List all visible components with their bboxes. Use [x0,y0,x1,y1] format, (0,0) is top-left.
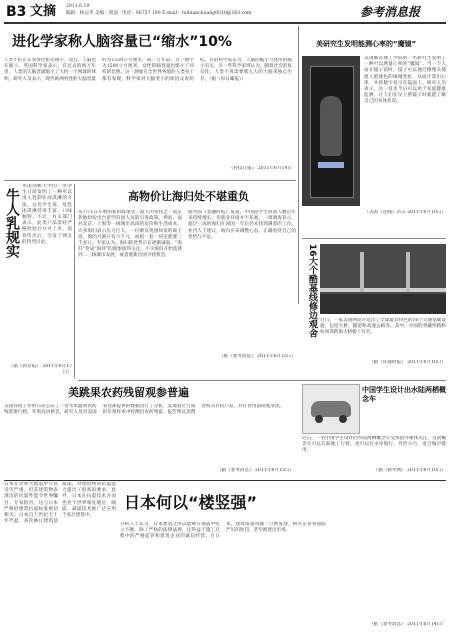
article-student [4,184,72,378]
article-body: 从7月1日开始的新的政策里，最大的变化之一就是各地纷纷出台留学归国人员的引进政策。然而，面对北京、上海等一线城市高昂的房价和生活成本，许多海归表示压力巨大。一位刚从英国回来的硕士说，他的月薪只有六千元，而租一套一居室就要三千多元。专家认为，海归的优势正在逐渐减弱，“海归”变成“海待”的现象值得关注。不少海归开始选择到二三线城市发展，或者重新出国寻找机会。 [78,210,182,259]
section-name: 文摘 [30,4,57,19]
article-magic-mirror [302,26,446,236]
article-title: 进化学家称人脑容量已“缩水”10% [12,34,232,50]
article-evolution [4,26,296,178]
bridge-tower [406,252,410,292]
bridge-tower [360,252,364,292]
divider [4,180,296,181]
article-body: 近日，一家美国网站评选出了全球最具特色的16个交通基础设施，包括大桥、隧道和高速公路等。其中，中国的青藏铁路和杭州湾跨海大桥榜上有名。 [320,318,446,336]
article-body-continued: 分析人士认为，日本建筑之所以能够在强震中屹立不倒，除了严格的法律法规，还得益于施工过程中的严格监管和建筑企业的诚信经营。在日本，建筑质量问题一旦被发现，相关企业将面临严厉的处罚，甚至被逐出市场。 [120,522,326,540]
article-body: 日本在世界大地震中尽管受灾严重，但其建筑物表现出的抗震性能令世界瞩目。专家指出，这与日本严格的建筑抗震标准密切相关。日本自上世纪七十年代起，多次修订建筑基准法，对建筑物的抗震能力提出了很高的要求。此外，日本在抗震技术方面也处于世界领先地位，隔震、减震技术被广泛应用于高层建筑中。 [4,482,116,525]
mirror-photo [302,56,360,206]
editor-line: 编辑：杨运华 美编：周浪 [66,11,118,16]
column-divider [74,184,75,378]
article-body: 英国剑桥大学的一名学生日前发明了一种可以用人乳制作冰淇淋的方法。这名学生说，母乳冰淇淋营养丰富，口味独特。不过，有关部门表示，此类产品需经严格检验后方可上市。消息传出后，引发了网友的热烈讨论。 [22,184,72,245]
article-body: 近日，一名中国学生设计的水陆两栖概念车受到国外媒体关注。这款概念车可以在陆地上行驶，也可以在水中航行，外形小巧，适合城市使用。 [302,436,446,454]
article-fruit [4,382,296,478]
article-vertical-title: 牛人乳规实 [4,188,20,258]
paper-name: 参考消息报 [360,5,421,19]
divider [4,480,446,481]
article-source: 《科技日报》 2011年6月14日 [228,166,292,171]
article-source: （据《参考消息》 2011年6月15日） [216,468,294,473]
article-japan [4,482,446,636]
bridge-deck [320,288,446,292]
car-wheel [339,415,347,423]
section-code: B3 [6,4,27,20]
article-body-continued: 据英国《金融时报》报道，中国留学生回国人数近年来持续增长，但就业环境并不乐观。一项调查显示，超过三成的海归在回国一年后仍未找到满意的工作。业内人士建议，海归应该调整心态，正确看待自己的优势与不足。 [188,210,296,240]
mirror-reflection [320,96,342,156]
divider [78,380,446,381]
article-title: 高物价让海归处不堪重负 [128,190,249,203]
car-wheel [315,415,323,423]
article-source: （据《参考消息》 2011年6月14日） [368,622,446,627]
article-body: 美国环境工作组日前公布了一份水果蔬菜农药残留排行榜，苹果高居榜首。研究人员对美国农业部提供的数据进行了分析，发现超过九成的苹果样本中检测出农药残留。报告建议消费者购买有机产品，并在食用前彻底清洗。 [4,404,285,416]
phone-line: 电话：96757 190 E-mail：tuibianchuang0510@163.com [122,11,252,16]
issue-date: 2011.6.19 [66,4,90,9]
column-divider [298,26,299,304]
article-title: 日本何以“楼竖强” [124,493,258,512]
concept-car-photo [302,384,360,434]
article-source: （据《参考消息》 2011年6月15日） [218,354,296,359]
article-source: （据《新华网》 2011年6月10日） [373,468,446,473]
masthead-rule [4,22,446,24]
article-china-student [302,382,446,478]
masthead [4,4,446,20]
article-highprice [78,184,296,378]
divider [302,238,446,239]
article-source: （据《环球时报》 2011年6月10日） [368,360,446,365]
article-source: （据《新京报》 2011年6月17日） [8,364,72,376]
article-title: 美研究生发明能测心率的“魔镜” [316,40,417,48]
article-title: 美跳果农药残留观参普遍 [68,386,189,399]
bridge-photo [320,244,446,314]
article-vertical-title: 16大个酷基线修边观舍 [307,244,317,338]
article-traffic [302,242,446,374]
mirror-readout [318,162,344,168]
article-body: 人类不但正在变得比祖先矮小，而且，人脑也在缩小。英国科学家表示，在过去的两万年里，人类的大脑容量缩小了大约一个网球的体积。研究人员表示，现代欧洲男性的大脑容量约为1350立方厘米，而一万年前，这一数字为1500立方厘米。女性的脑容量也缩小了同样的比例。这一现象在全世界各地的人类身上都有发现。科学家对大脑变小的原因众说纷纭。有的科学家认为，人脑的缩小与体形的缩小有关；另一些科学家则认为，随着社会的复杂化，人类不再需要那么大的大脑来独自生存。（据《每日邮报》） [4,58,292,82]
article-title: 中国学生设计出水陆两栖概念车 [362,386,446,403]
article-source: （美国《连线》杂志 2011年6月10日） [364,210,446,215]
water [320,294,446,314]
article-body: 美国麻省理工学院的一名研究生发明了一种可以测量心率的“魔镜”。当一个人站在镜子前时，镜子可以通过摄像头捕捉人脸颜色的细微变化，从而计算出心率，并将数字显示在镜面上。研究人员表示，这一技术今后可以用于家庭健康监测，让人们在早上照镜子时就能了解自己的身体状况。 [364,56,446,105]
